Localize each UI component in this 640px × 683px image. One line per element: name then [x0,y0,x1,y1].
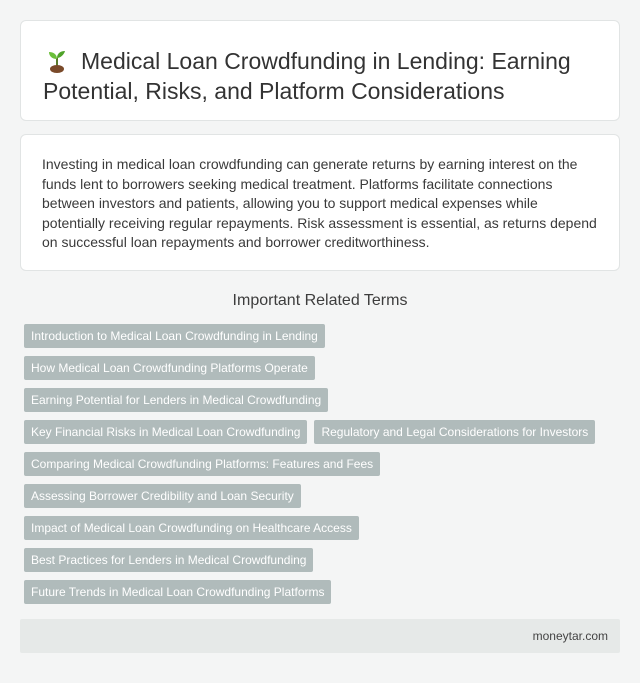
term-tag[interactable]: Comparing Medical Crowdfunding Platforms: Features and Fees [24,452,380,476]
related-terms-heading: Important Related Terms [232,292,408,309]
footer [20,619,620,653]
footer-site-link[interactable]: moneytar.com [532,629,608,643]
intro-paragraph: Investing in medical loan crowdfunding can generate returns by earning interest on the funds lent to borrowers seeking medical treatment. Platforms facilitate connections between investors and patients, allowing you to support medical expenses while potentially receiving regular repayments. Risk assessment is essential, as returns depend on successful loan repayments and borrower creditworthiness. [42,156,597,250]
term-tag[interactable]: Earning Potential for Lenders in Medical Crowdfunding [24,388,328,412]
term-tag[interactable]: Assessing Borrower Credibility and Loan Security [24,484,301,508]
term-tag[interactable]: Key Financial Risks in Medical Loan Crowdfunding [24,420,307,444]
term-tag[interactable]: Best Practices for Lenders in Medical Crowdfunding [24,548,313,572]
term-tag[interactable]: Impact of Medical Loan Crowdfunding on Healthcare Access [24,516,359,540]
intro-card [20,134,620,271]
page-title: Medical Loan Crowdfunding in Lending: Earning Potential, Risks, and Platform Considerations [43,48,571,104]
term-tag[interactable]: Introduction to Medical Loan Crowdfunding in Lending [24,324,325,348]
title-card [20,20,620,121]
related-terms-list [24,324,620,612]
term-tag[interactable]: Future Trends in Medical Loan Crowdfunding Platforms [24,580,331,604]
term-tag[interactable]: How Medical Loan Crowdfunding Platforms Operate [24,356,315,380]
term-tag[interactable]: Regulatory and Legal Considerations for Investors [314,420,595,444]
